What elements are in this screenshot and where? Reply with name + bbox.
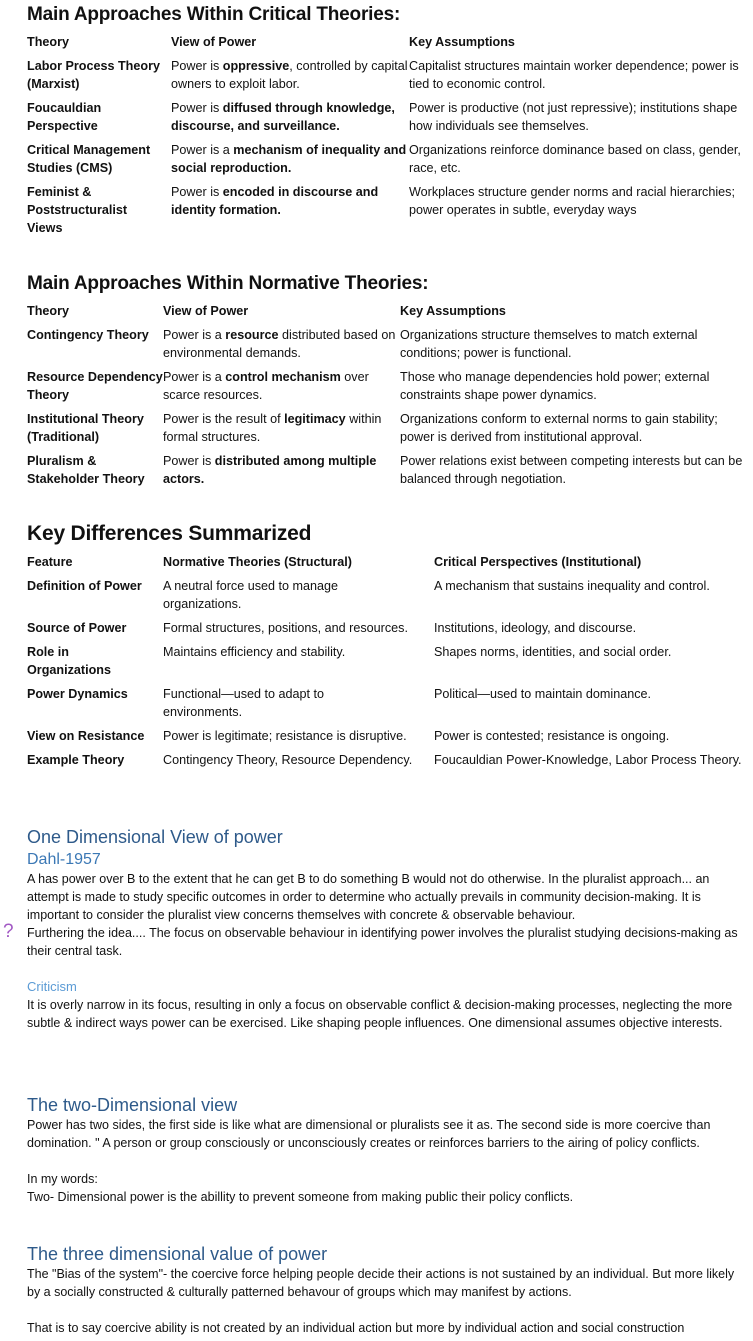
feature-cell: Definition of Power <box>27 579 142 593</box>
col-header-theory: Theory <box>27 304 69 318</box>
feature-cell: Power Dynamics <box>27 687 128 701</box>
view-cell <box>171 57 409 99</box>
view-emphasis: distributed among multiple actors. <box>163 454 377 486</box>
theory-cell: Critical Management Studies (CMS) <box>27 143 151 175</box>
assumption-cell: Capitalist structures maintain worker dependence; power is tied to economic control. <box>409 59 739 91</box>
critical-cell: Power is contested; resistance is ongoing. <box>434 729 670 743</box>
col-header-critical: Critical Perspectives (Institutional) <box>434 555 642 569</box>
view-emphasis: control mechanism <box>225 370 341 384</box>
differences-title: Key Differences Summarized <box>27 522 312 545</box>
view-text: Power is <box>171 101 223 115</box>
normative-header-row <box>27 302 745 326</box>
view-text: Power is <box>163 454 215 468</box>
critical-cell: Institutions, ideology, and discourse. <box>434 621 637 635</box>
col-header-assumptions: Key Assumptions <box>400 304 506 318</box>
normative-cell: Maintains efficiency and stability. <box>163 645 346 659</box>
table-row <box>27 368 745 410</box>
in-my-words-label: In my words: <box>27 1172 98 1186</box>
view-cell <box>171 183 409 243</box>
critical-section <box>27 4 747 243</box>
theory-cell: Feminist & Poststructuralist Views <box>27 185 128 235</box>
table-row <box>27 685 745 727</box>
normative-cell: Functional—used to adapt to environments. <box>163 687 325 719</box>
view-text: Power is the result of <box>163 412 285 426</box>
assumption-cell: Organizations conform to external norms to gain stability; power is derived from institutional approval. <box>400 412 718 444</box>
criticism-title: Criticism <box>27 979 77 994</box>
critical-table <box>27 33 747 243</box>
three-dimensional-paragraph: The "Bias of the system"- the coercive force helping people decide their actions is not sustained by an individual. But more likely by a socially constructed & culturally patterned behavour of groups which may manifest by actions. <box>27 1267 735 1299</box>
feature-cell: Role in Organizations <box>27 645 111 677</box>
assumption-cell: Organizations structure themselves to match external conditions; power is functional. <box>400 328 698 360</box>
normative-cell: A neutral force used to manage organizations. <box>163 579 339 611</box>
critical-header-row <box>27 33 747 57</box>
col-header-view: View of Power <box>163 304 249 318</box>
three-dimensional-section <box>27 1243 742 1337</box>
table-row <box>27 751 745 775</box>
view-cell <box>163 368 400 410</box>
feature-cell: View on Resistance <box>27 729 145 743</box>
view-emphasis: resource <box>225 328 279 342</box>
col-header-view: View of Power <box>171 35 257 49</box>
col-header-normative: Normative Theories (Structural) <box>163 555 352 569</box>
furthering-paragraph: Furthering the idea.... The focus on observable behaviour in identifying power involves the pluralist studying decisions-making as their central task. <box>27 926 738 958</box>
two-dimensional-section <box>27 1094 742 1206</box>
assumption-cell: Power relations exist between competing interests but can be balanced through negotiation. <box>400 454 743 486</box>
view-cell <box>163 452 400 494</box>
feature-cell: Source of Power <box>27 621 127 635</box>
table-row <box>27 141 747 183</box>
col-header-feature: Feature <box>27 555 73 569</box>
coercive-ability-paragraph: That is to say coercive ability is not created by an individual action but more by individual action and social construction <box>27 1321 685 1335</box>
theory-cell: Foucauldian Perspective <box>27 101 102 133</box>
theory-cell: Pluralism & Stakeholder Theory <box>27 454 145 486</box>
critical-cell: Foucauldian Power-Knowledge, Labor Process Theory. <box>434 753 742 767</box>
table-row <box>27 619 745 643</box>
table-row <box>27 183 747 243</box>
view-text: within formal structures. <box>163 412 382 444</box>
question-marker-icon: ? <box>3 921 14 942</box>
theory-cell: Institutional Theory (Traditional) <box>27 412 144 444</box>
two-dimensional-paragraph: Power has two sides, the first side is like what are dimensional or pluralists see it as. The second side is more coercive than domination. " A person or group consciously or unconsciously creates or reinforces barriers to the airing of policy conflicts. <box>27 1118 711 1150</box>
differences-header-row <box>27 553 745 577</box>
view-emphasis: encoded in discourse and identity formation. <box>171 185 379 217</box>
table-row <box>27 410 745 452</box>
view-emphasis: mechanism of inequality and social reproduction. <box>171 143 407 175</box>
differences-table <box>27 553 745 775</box>
view-cell <box>163 326 400 368</box>
assumption-cell: Organizations reinforce dominance based on class, gender, race, etc. <box>409 143 741 175</box>
assumption-cell: Those who manage dependencies hold power; external constraints shape power dynamics. <box>400 370 710 402</box>
normative-cell: Contingency Theory, Resource Dependency. <box>163 753 413 767</box>
critical-cell: Shapes norms, identities, and social order. <box>434 645 672 659</box>
criticism-paragraph: It is overly narrow in its focus, resulting in only a focus on observable conflict & decision-making processes, neglecting the more subtle & indirect ways power can be exercised. Like shaping people influences. One dimensional assumes objective interests. <box>27 998 733 1030</box>
view-text: Power is a <box>163 328 226 342</box>
one-dimensional-title: One Dimensional View of power <box>27 827 283 847</box>
view-emphasis: oppressive <box>222 59 290 73</box>
differences-section <box>27 522 747 775</box>
table-row <box>27 99 747 141</box>
view-text: Power is <box>171 59 223 73</box>
assumption-cell: Power is productive (not just repressive); institutions shape how individuals see themselves. <box>409 101 738 133</box>
one-dimensional-paragraph: A has power over B to the extent that he can get B to do something B would not do otherwise. In the pluralist approach... an attempt is made to study specific outcomes in order to determine who actually prevails in community decision-making. It is important to consider the pluralist view concerns themselves with concrete & observable behaviour. <box>27 872 710 922</box>
view-emphasis: legitimacy <box>284 412 346 426</box>
theory-cell: Resource Dependency Theory <box>27 370 163 402</box>
one-dimensional-section <box>3 826 742 1032</box>
col-header-assumptions: Key Assumptions <box>409 35 515 49</box>
normative-section <box>27 273 747 494</box>
table-row <box>27 727 745 751</box>
view-text: Power is a <box>171 143 234 157</box>
table-row <box>27 643 745 685</box>
dahl-subtitle: Dahl-1957 <box>27 851 101 868</box>
table-row <box>27 452 745 494</box>
normative-cell: Power is legitimate; resistance is disruptive. <box>163 729 407 743</box>
table-row <box>27 57 747 99</box>
theory-cell: Contingency Theory <box>27 328 149 342</box>
assumption-cell: Workplaces structure gender norms and racial hierarchies; power operates in subtle, everyday ways <box>409 185 735 217</box>
view-text: , controlled by capital owners to exploit labor. <box>171 59 408 91</box>
view-text: Power is <box>171 185 223 199</box>
col-header-theory: Theory <box>27 35 69 49</box>
in-my-words-paragraph: Two- Dimensional power is the abillity to prevent someone from making public their policy conflicts. <box>27 1190 574 1204</box>
feature-cell: Example Theory <box>27 753 125 767</box>
normative-title: Main Approaches Within Normative Theories: <box>27 273 429 294</box>
view-text: over scarce resources. <box>163 370 369 402</box>
view-cell <box>171 99 409 141</box>
two-dimensional-title: The two-Dimensional view <box>27 1095 238 1115</box>
three-dimensional-title: The three dimensional value of power <box>27 1244 328 1264</box>
table-row <box>27 326 745 368</box>
normative-cell: Formal structures, positions, and resources. <box>163 621 408 635</box>
table-row <box>27 577 745 619</box>
view-text: distributed based on environmental demands. <box>163 328 396 360</box>
normative-table <box>27 302 745 494</box>
theory-cell: Labor Process Theory (Marxist) <box>27 59 160 91</box>
view-cell <box>171 141 409 183</box>
critical-title: Main Approaches Within Critical Theories: <box>27 4 401 25</box>
view-text: Power is a <box>163 370 226 384</box>
furthering-block <box>3 921 742 960</box>
critical-cell: A mechanism that sustains inequality and control. <box>434 579 710 593</box>
view-cell <box>163 410 400 452</box>
view-emphasis: diffused through knowledge, discourse, and surveillance. <box>171 101 395 133</box>
critical-cell: Political—used to maintain dominance. <box>434 687 652 701</box>
